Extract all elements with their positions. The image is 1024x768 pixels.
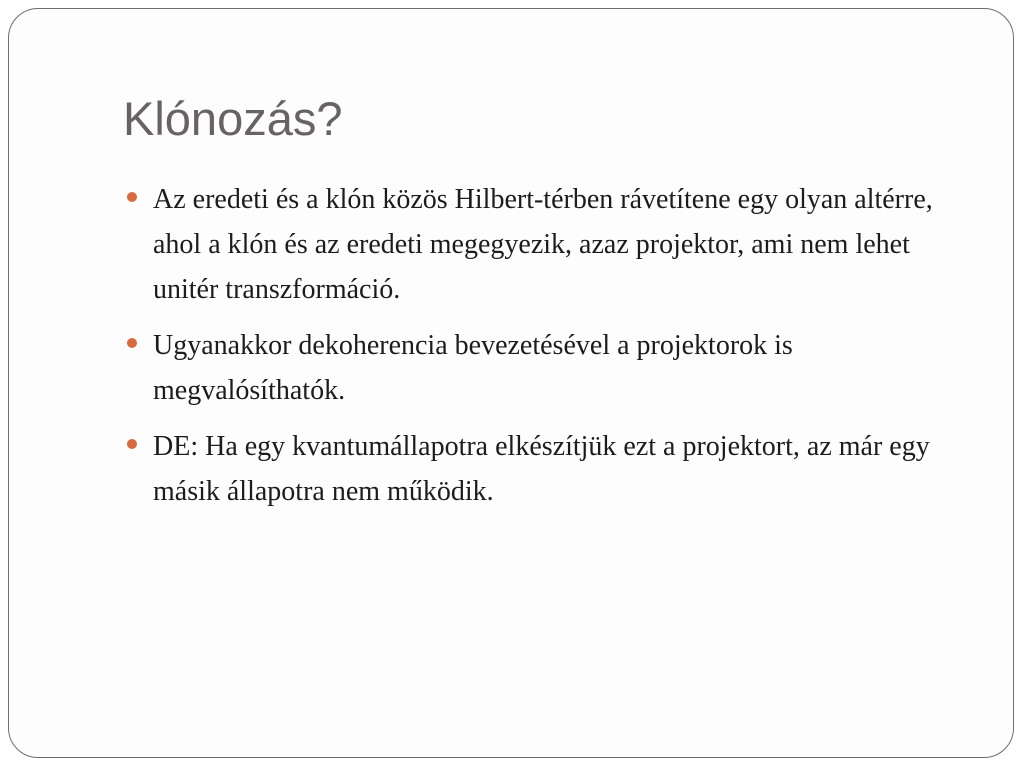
bullet-text: Ugyanakkor dekoherencia bevezetésével a projektorok is megvalósíthatók.	[153, 330, 793, 406]
bullet-text: DE: Ha egy kvantumállapotra elkészítjük ezt a projektort, az már egy másik állapotra nem működik.	[153, 431, 930, 507]
slide-title: Klónozás?	[123, 92, 343, 145]
bullet-list	[127, 177, 977, 525]
bullet-text: Az eredeti és a klón közös Hilbert-térben rávetítene egy olyan altérre, ahol a klón és az eredeti megegyezik, azaz projektor, ami nem lehet unitér transzformáció.	[153, 184, 933, 305]
bullet-item	[127, 424, 977, 514]
slide-frame	[8, 8, 1014, 758]
bullet-dot-icon	[127, 439, 137, 449]
bullet-item	[127, 323, 977, 413]
bullet-dot-icon	[127, 192, 137, 202]
bullet-dot-icon	[127, 338, 137, 348]
bullet-item	[127, 177, 977, 312]
